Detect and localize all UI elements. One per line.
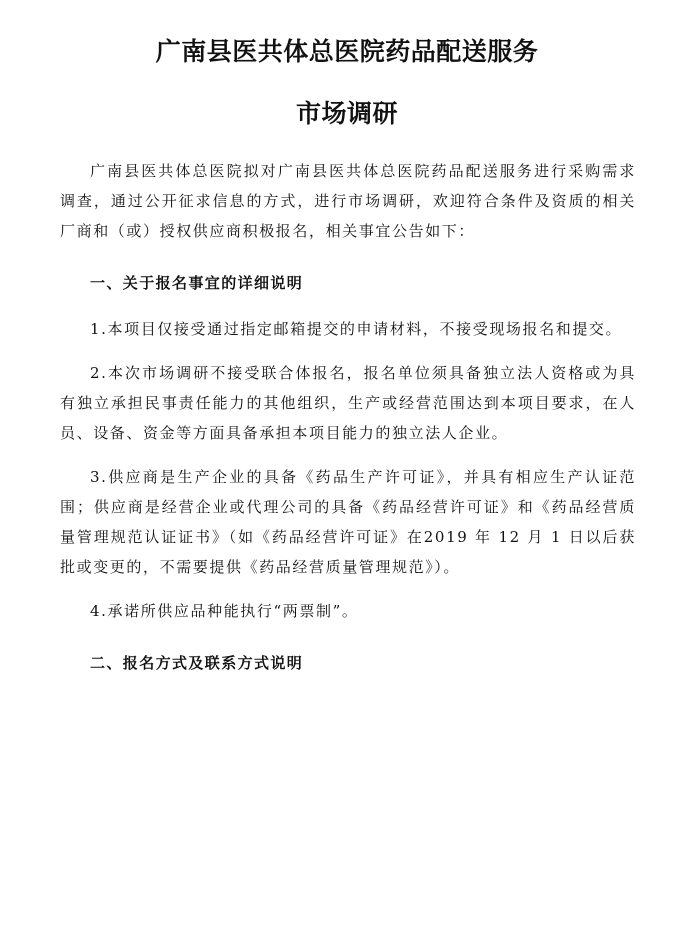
intro-paragraph: 广南县医共体总医院拟对广南县医共体总医院药品配送服务进行采购需求调查，通过公开征求信息的方式，进行市场调研，欢迎符合条件及资质的相关厂商和（或）授权供应商积极报名，相关事宜公告如下：	[60, 162, 636, 240]
list-item: 1.本项目仅接受通过指定邮箱提交的申请材料，不接受现场报名和提交。	[90, 320, 623, 338]
section-heading-registration: 一、关于报名事宜的详细说明	[90, 274, 304, 292]
list-item: 2.本次市场调研不接受联合体报名，报名单位须具备独立法人资格或为具有独立承担民事责任能力的其他组织，生产或经营范围达到本项目要求，在人员、设备、资金等方面具备承担本项目能力的独立法人企业。	[60, 364, 636, 442]
document-title-line2: 市场调研	[295, 99, 398, 128]
list-item: 4.承诺所供应品种能执行“两票制”。	[90, 602, 359, 620]
section-heading-contact: 二、报名方式及联系方式说明	[90, 654, 304, 672]
list-item: 3.供应商是生产企业的具备《药品生产许可证》，并具有相应生产认证范围；供应商是经营企业或代理公司的具备《药品经营许可证》和《药品经营质量管理规范认证证书》（如《药品经营许可证》在2019 年 12 月 1 日以后获批或变更的，不需要提供《药品经营质量管理规范》）。	[60, 468, 636, 576]
document-title-line1: 广南县医共体总医院药品配送服务	[155, 37, 539, 66]
document-body	[60, 156, 636, 678]
